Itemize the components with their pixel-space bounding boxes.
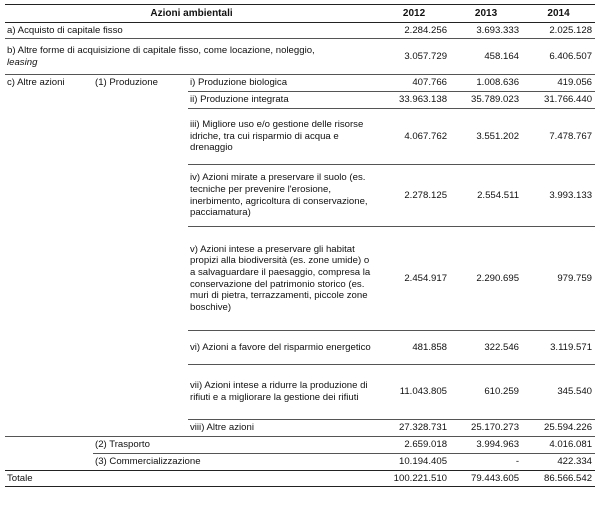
- table-row: [5, 420, 595, 437]
- value-2012: 2.278.125: [378, 165, 450, 227]
- value-2012: 33.963.138: [378, 92, 450, 109]
- table-row: [5, 75, 595, 92]
- value-2012: 11.043.805: [378, 365, 450, 420]
- value-2013: 3.994.963: [450, 437, 522, 454]
- item-label: i) Produzione biologica: [188, 75, 378, 92]
- total-2014: 86.566.542: [522, 471, 595, 487]
- value-2013: 322.546: [450, 331, 522, 365]
- item-label: viii) Altre azioni: [188, 420, 378, 437]
- row-label-text: b) Altre forme di acquisizione di capitale fisso, come locazione, noleggio,: [7, 44, 315, 56]
- value-2014: 4.016.081: [522, 437, 595, 454]
- value-2012: 27.328.731: [378, 420, 450, 437]
- value-2012: 407.766: [378, 75, 450, 92]
- header-year-2014: 2014: [522, 5, 595, 23]
- value-2013: 35.789.023: [450, 92, 522, 109]
- item-label: iv) Azioni mirate a preservare il suolo (es. tecniche per prevenire l'erosione, inerbimento, agricoltura di conservazione, pacciamatura): [188, 165, 378, 227]
- value-2014: 345.540: [522, 365, 595, 420]
- item-label: v) Azioni intese a preservare gli habitat propizi alla biodiversità (es. zone umide) o a salvaguardare il paesaggio, compresa la conservazione del patrimonio storico (es. muri di pietra, terrazzamenti, piccole zone boschive): [188, 227, 378, 331]
- value-2012: 4.067.762: [378, 109, 450, 165]
- table-row: [5, 92, 595, 109]
- item-label: iii) Migliore uso e/o gestione delle risorse idriche, tra cui risparmio di acqua e drenaggio: [188, 109, 378, 165]
- row-label-italic: leasing: [7, 56, 38, 68]
- value-2014: 3.119.571: [522, 331, 595, 365]
- value-2012: 2.284.256: [378, 23, 450, 39]
- value-2014: 2.025.128: [522, 23, 595, 39]
- table-row: [5, 331, 595, 365]
- item-label: ii) Produzione integrata: [188, 92, 378, 109]
- subsection-label: (1) Produzione: [95, 77, 158, 89]
- value-2014: 31.766.440: [522, 92, 595, 109]
- table-row: [5, 437, 595, 454]
- section-label: c) Altre azioni: [7, 77, 65, 89]
- header-title: Azioni ambientali: [5, 5, 378, 23]
- total-row: [5, 471, 595, 487]
- table-row: [5, 227, 595, 331]
- value-2012: 2.454.917: [378, 227, 450, 331]
- value-2013: 3.551.202: [450, 109, 522, 165]
- value-2013: 2.554.511: [450, 165, 522, 227]
- header-row: [5, 5, 595, 23]
- value-2012: 3.057.729: [378, 39, 450, 75]
- value-2014: 3.993.133: [522, 165, 595, 227]
- table-row: [5, 165, 595, 227]
- value-2012: 2.659.018: [378, 437, 450, 454]
- row-label: [5, 39, 378, 75]
- value-2013: 25.170.273: [450, 420, 522, 437]
- value-2014: 25.594.226: [522, 420, 595, 437]
- value-2012: 10.194.405: [399, 456, 448, 468]
- table-row: [5, 365, 595, 420]
- table-row: [5, 454, 595, 471]
- header-year-2013: 2013: [450, 5, 522, 23]
- value-2014: 6.406.507: [522, 39, 595, 75]
- subsection-label: (2) Trasporto: [93, 437, 378, 454]
- value-2013: 1.008.636: [450, 75, 522, 92]
- value-2013: 2.290.695: [450, 227, 522, 331]
- total-2013: 79.443.605: [450, 471, 522, 487]
- total-label: Totale: [5, 471, 378, 487]
- item-label: vi) Azioni a favore del risparmio energetico: [188, 331, 378, 365]
- value-2013: 610.259: [450, 365, 522, 420]
- value-2014: 422.334: [557, 456, 593, 468]
- value-2014: 7.478.767: [522, 109, 595, 165]
- table-row: [5, 39, 595, 75]
- item-label: vii) Azioni intese a ridurre la produzione di rifiuti e a migliorare la gestione dei rifiuti: [188, 365, 378, 420]
- value-2012: 481.858: [378, 331, 450, 365]
- table-row: [5, 109, 595, 165]
- subsection-label: (3) Commercializzazione: [95, 456, 201, 468]
- environmental-actions-table: [5, 4, 595, 487]
- value-2013: 3.693.333: [450, 23, 522, 39]
- table-row: [5, 23, 595, 39]
- total-2012: 100.221.510: [378, 471, 450, 487]
- header-year-2012: 2012: [378, 5, 450, 23]
- value-2014: 979.759: [522, 227, 595, 331]
- value-2013: 458.164: [450, 39, 522, 75]
- value-2014: 419.056: [522, 75, 595, 92]
- value-2013: -: [515, 456, 520, 468]
- row-label: a) Acquisto di capitale fisso: [5, 23, 378, 39]
